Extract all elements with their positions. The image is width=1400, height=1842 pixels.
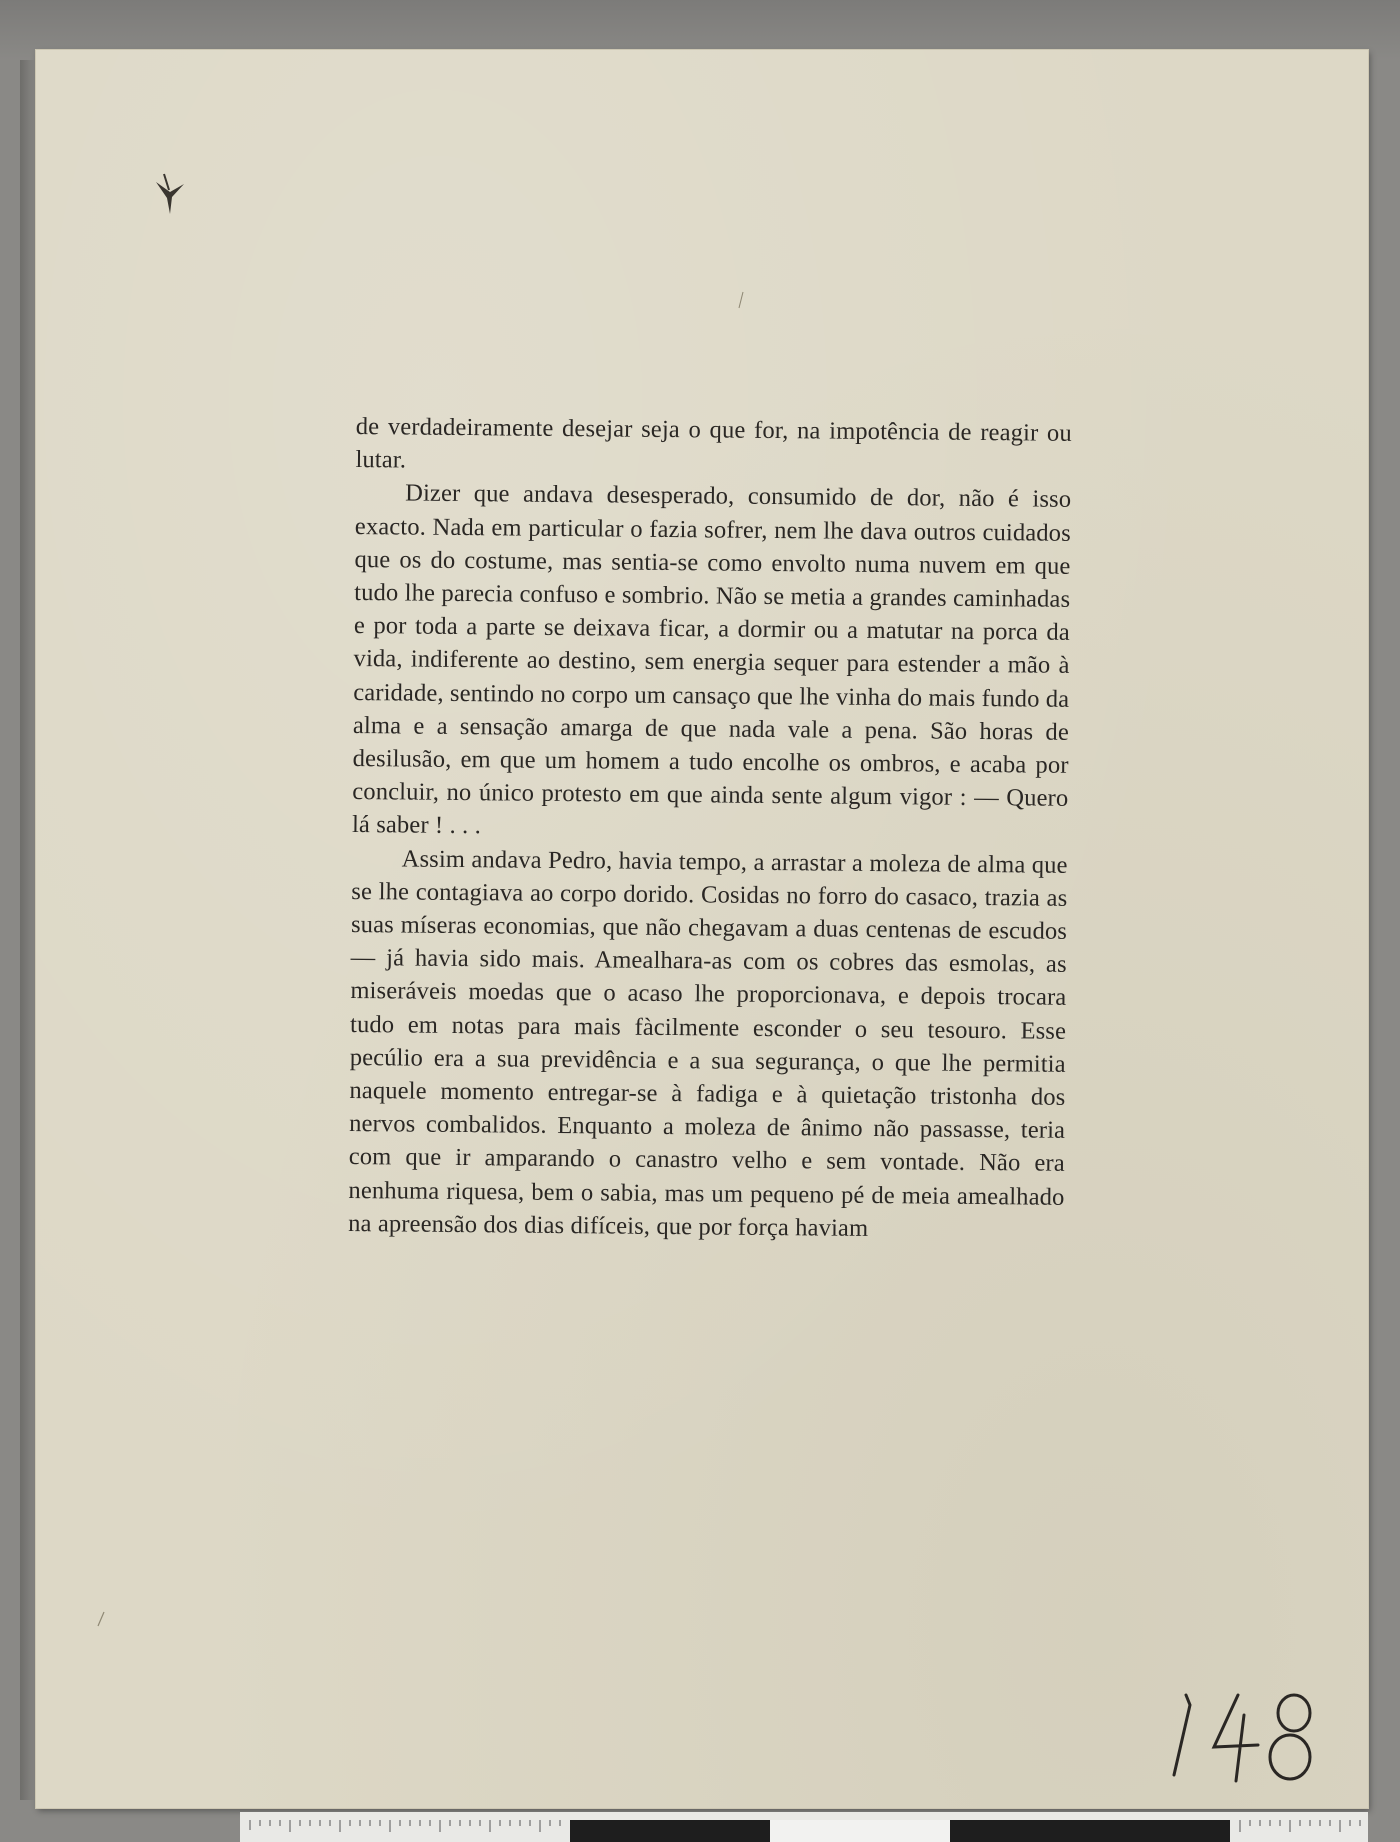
stray-mark-icon	[96, 1610, 106, 1630]
paragraph: Assim andava Pedro, havia tempo, a arrastar a moleza de alma que se lhe contagiava ao corpo dorido. Cosidas no forro do casaco, trazia as suas míseras economias, que não chegavam a duas centenas de escudos — já havia sido mais. Amealhara-as com os cobres das esmolas, as miseráveis moedas que o acaso lhe proporcionava, e depois trocara tudo em notas para mais fàcilmente esconder o seu tesouro. Esse pecúlio era a sua previdência e a sua segurança, o que lhe permitia naquele momento entregar-se à fadiga e à quietação tristonha dos nervos combalidos. Enquanto a moleza de ânimo não passasse, teria com que ir amparando o canastro velho e sem vontade. Não era nenhuma riquesa, bem o sabia, mas um pequeno pé de meia amealhado na apreensão dos dias difíceis, que por força haviam	[348, 845, 1068, 1242]
stray-mark-icon	[736, 290, 746, 310]
page-number-text: 148	[1166, 1675, 1168, 1676]
ink-mark-icon	[150, 170, 190, 220]
ruler-ticks	[240, 1820, 1368, 1842]
body-text	[348, 410, 1072, 1247]
paragraph: de verdadeiramente desejar seja o que for, na impotência de reagir ou lutar.	[355, 412, 1072, 474]
page-edge-shadow	[20, 60, 36, 1800]
document-page	[36, 50, 1368, 1808]
scale-ruler	[240, 1812, 1368, 1842]
paragraph: Dizer que andava desesperado, consumido de dor, não é isso exacto. Nada em particular o fazia sofrer, nem lhe dava outros cuidados que os do costume, mas sentia-se como envolto numa nuvem em que tudo lhe parecia confuso e sombrio. Não se metia a grandes caminhadas e por toda a parte se deixava ficar, a dormir ou a matutar na porca da vida, indiferente ao destino, sem energia sequer para estender a mão à caridade, sentindo no corpo um cansaço que lhe vinha do mais fundo da alma e a sensação amarga de que nada vale a pena. São horas de desilusão, em que um homem a tudo encolhe os ombros, e acaba por concluir, no único protesto em que ainda sente algum vigor : — Quero lá saber ! . . .	[351, 479, 1072, 840]
handwritten-page-number	[1166, 1675, 1336, 1785]
